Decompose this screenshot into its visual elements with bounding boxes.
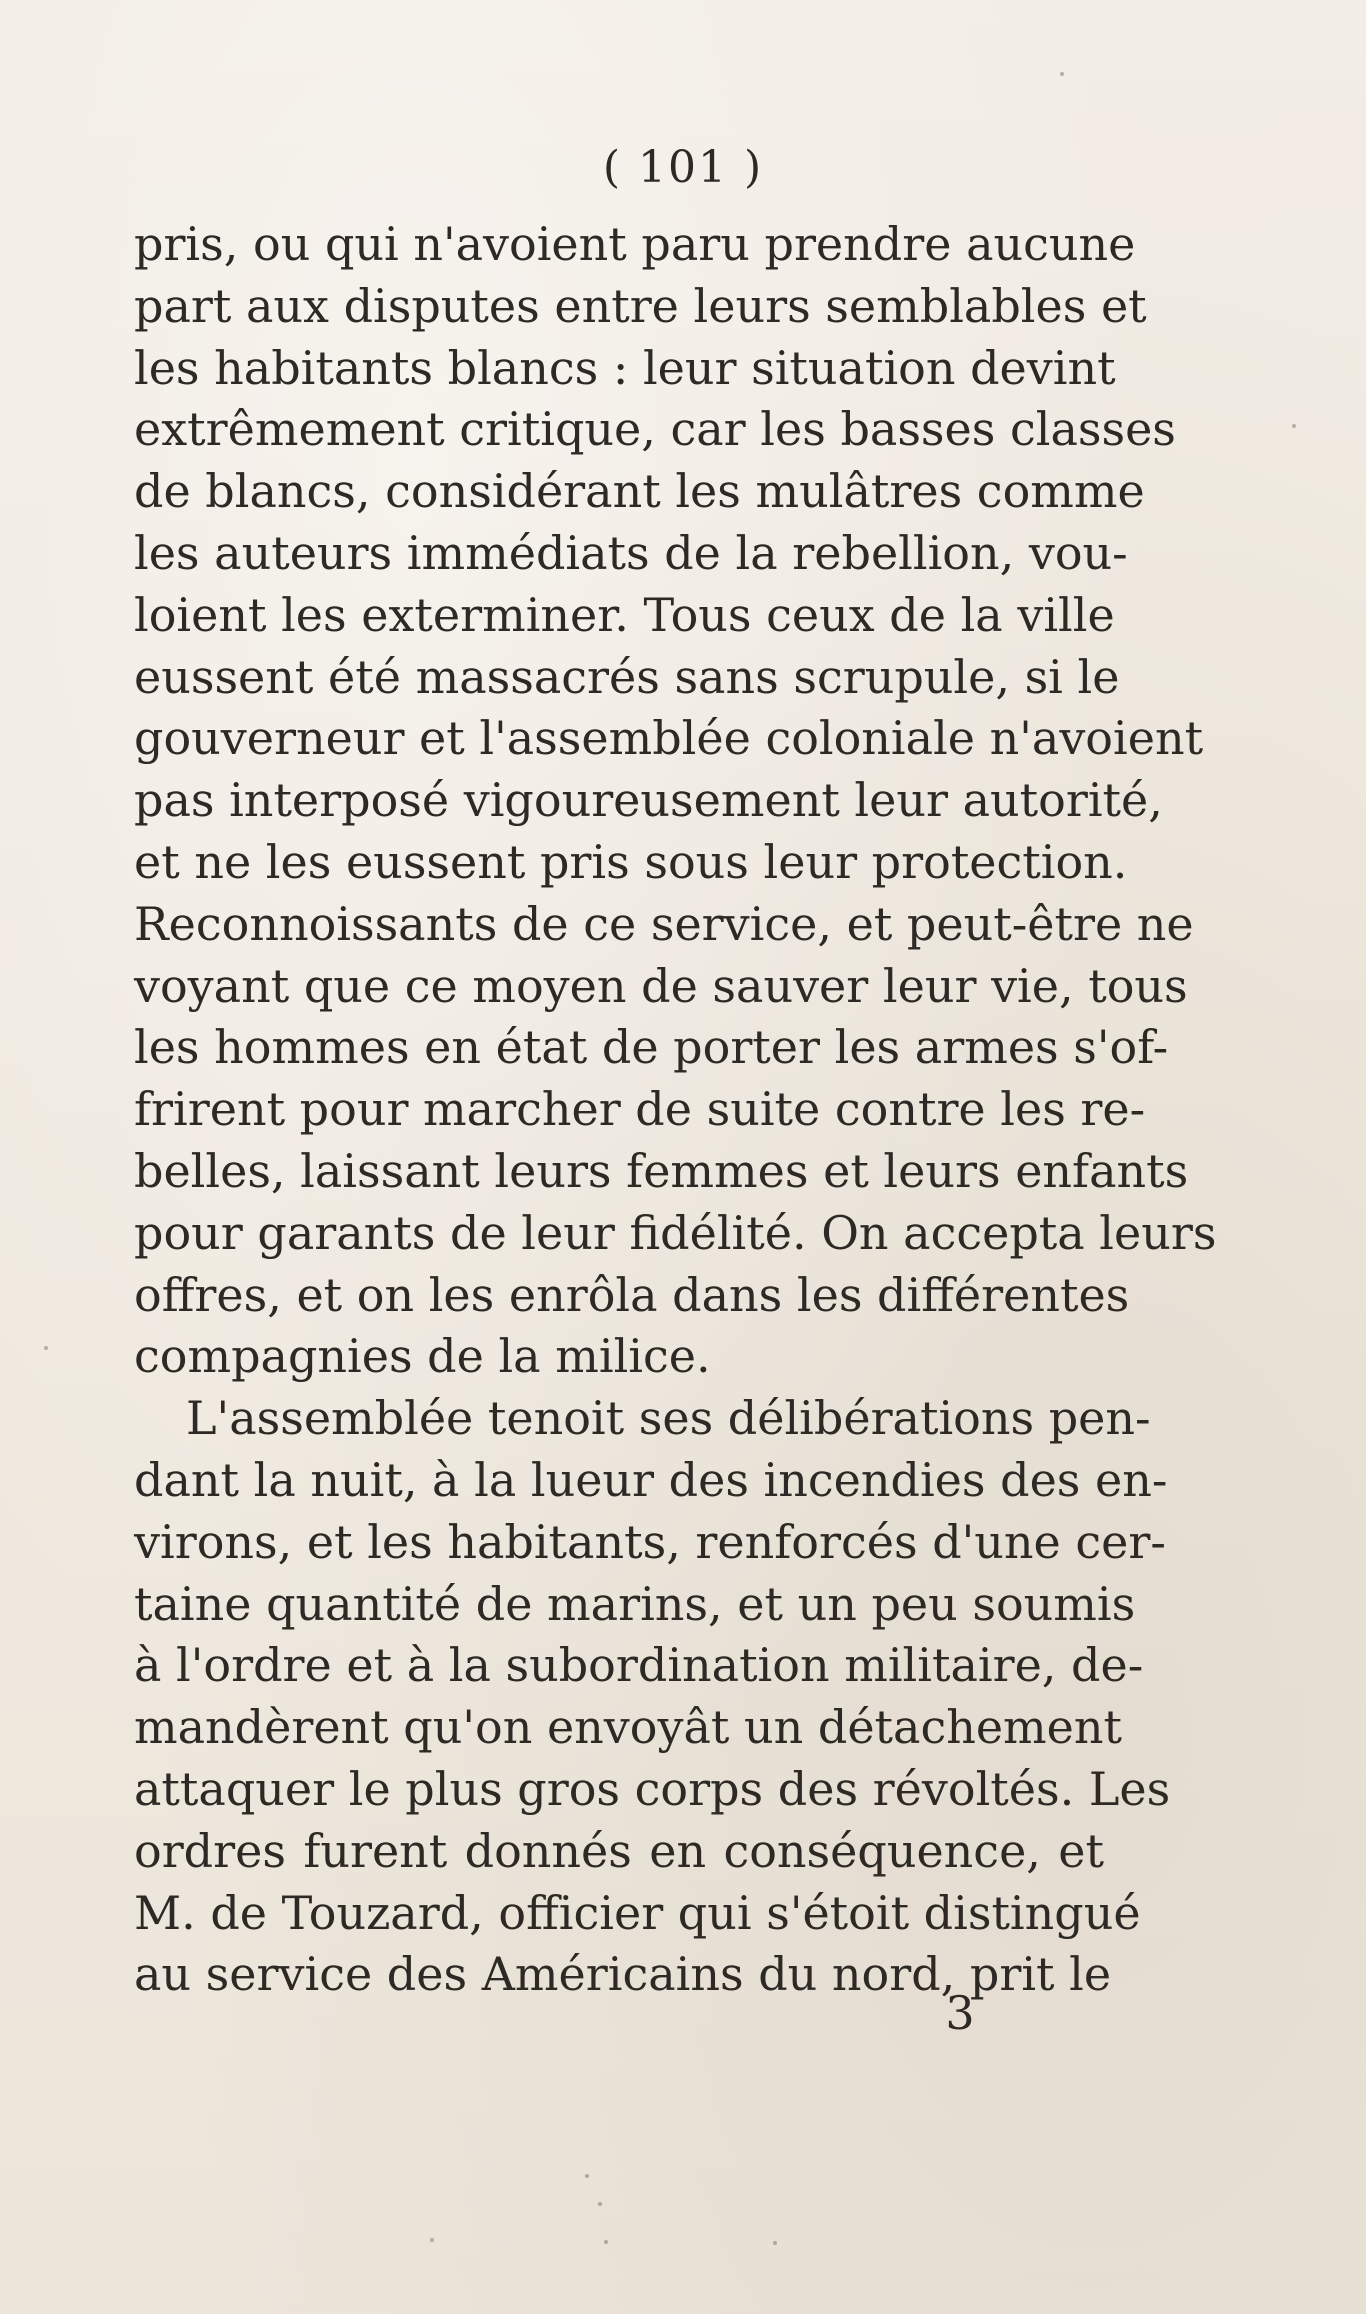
- text-line: au service des Américains du nord, prit le: [134, 1947, 1112, 2002]
- page-number: ( 101 ): [602, 142, 764, 193]
- text-line: et ne les eussent pris sous leur protection.: [134, 834, 1128, 889]
- ink-speck: [598, 2202, 602, 2206]
- text-line: belles, laissant leurs femmes et leurs enfants: [134, 1143, 1189, 1198]
- text-line: ordres furent donnés en conséquence, et: [134, 1823, 1104, 1878]
- text-line: les auteurs immédiats de la rebellion, vou-: [134, 525, 1128, 580]
- ink-speck: [430, 2238, 434, 2242]
- text-line: virons, et les habitants, renforcés d'une cer-: [134, 1514, 1166, 1569]
- text-line: M. de Touzard, officier qui s'étoit distingué: [134, 1885, 1141, 1940]
- text-line: L'assemblée tenoit ses délibérations pen-: [186, 1391, 1151, 1446]
- ink-speck: [1060, 72, 1064, 76]
- signature-mark: 3: [945, 1986, 975, 2040]
- text-line: les hommes en état de porter les armes s'of-: [134, 1020, 1169, 1075]
- text-line: extrêmement critique, car les basses classes: [134, 402, 1176, 457]
- text-line: mandèrent qu'on envoyât un détachement: [134, 1700, 1123, 1755]
- text-line: attaquer le plus gros corps des révoltés. Les: [134, 1761, 1171, 1816]
- text-line: pas interposé vigoureusement leur autorité,: [134, 773, 1163, 828]
- ink-speck: [773, 2241, 777, 2245]
- text-line: pris, ou qui n'avoient paru prendre aucune: [134, 217, 1136, 271]
- text-line: frirent pour marcher de suite contre les re-: [134, 1082, 1146, 1137]
- text-line: offres, et on les enrôla dans les différentes: [134, 1267, 1130, 1322]
- text-line: taine quantité de marins, et un peu soumis: [134, 1576, 1136, 1631]
- text-line: les habitants blancs : leur situation devint: [134, 340, 1116, 395]
- text-line: de blancs, considérant les mulâtres comme: [134, 464, 1145, 519]
- text-line: loient les exterminer. Tous ceux de la ville: [134, 587, 1115, 642]
- text-line: à l'ordre et à la subordination militaire, de-: [134, 1638, 1144, 1693]
- text-line: dant la nuit, à la lueur des incendies des en-: [134, 1452, 1168, 1507]
- ink-speck: [585, 2174, 589, 2178]
- text-line: gouverneur et l'assemblée coloniale n'avoient: [134, 711, 1204, 766]
- text-line: compagnies de la milice.: [134, 1329, 711, 1384]
- text-line: voyant que ce moyen de sauver leur vie, tous: [134, 958, 1188, 1013]
- ink-speck: [44, 1346, 48, 1350]
- text-line: part aux disputes entre leurs semblables et: [134, 278, 1147, 333]
- text-line: eussent été massacrés sans scrupule, si le: [134, 649, 1120, 704]
- text-line: Reconnoissants de ce service, et peut-être ne: [134, 896, 1194, 951]
- ink-speck: [1292, 424, 1296, 428]
- ink-speck: [604, 2240, 608, 2244]
- text-line: pour garants de leur fidélité. On accepta leurs: [134, 1205, 1217, 1260]
- body-text: [134, 214, 1217, 2006]
